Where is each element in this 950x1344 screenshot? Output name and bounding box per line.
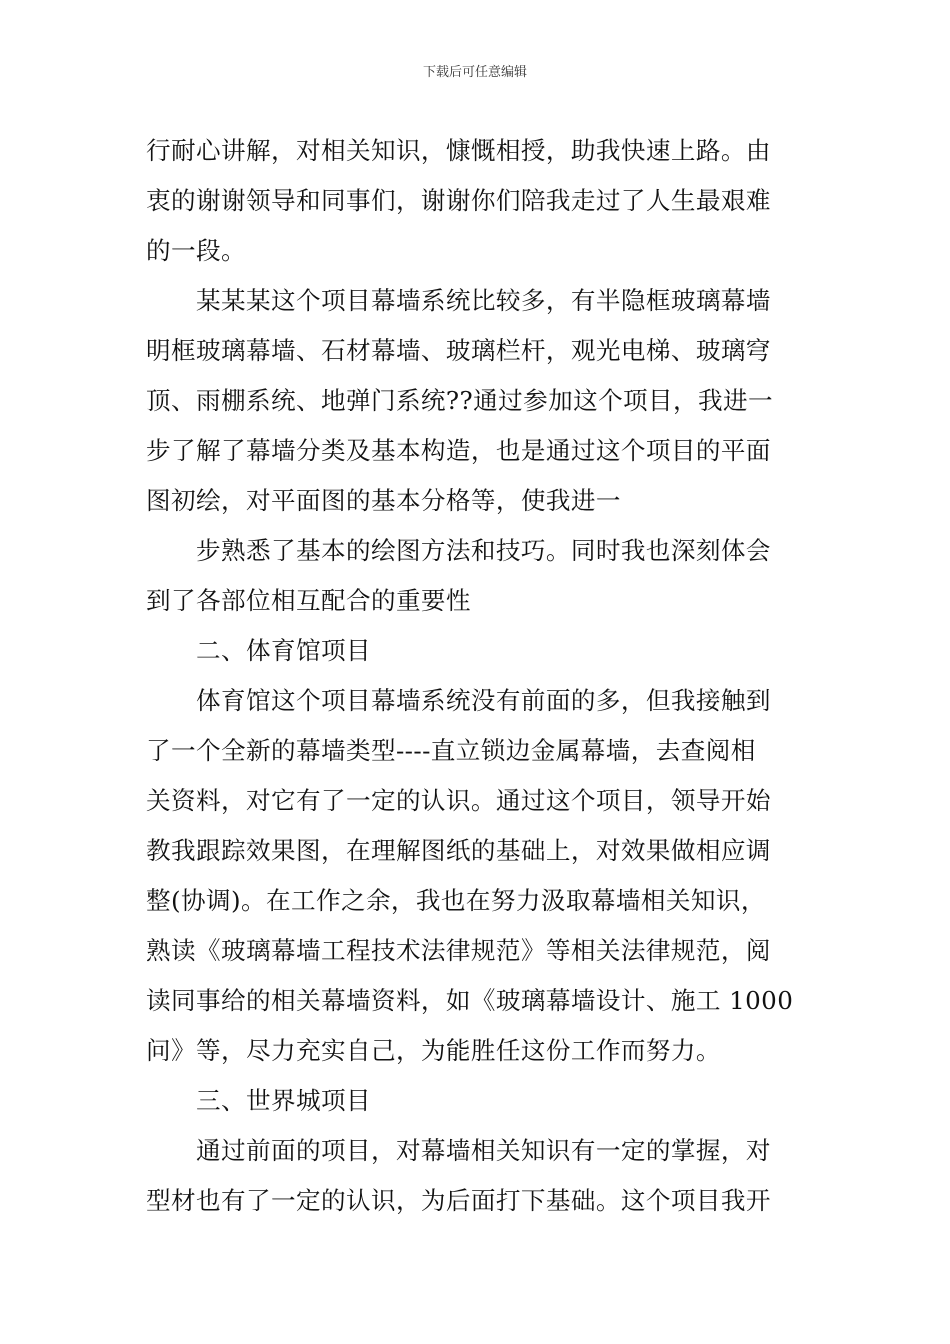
text-line: 读同事给的相关幕墙资料，如《玻璃幕墙设计、施工 1000	[146, 986, 794, 1015]
text-line: 图初绘，对平面图的基本分格等，使我进一	[146, 486, 621, 515]
text-line: 到了各部位相互配合的重要性	[146, 586, 471, 615]
text-line: 问》等，尽力充实自己，为能胜任这份工作而努力。	[146, 1036, 721, 1065]
text-line: 体育馆这个项目幕墙系统没有前面的多，但我接触到	[146, 686, 771, 715]
text-line: 行耐心讲解，对相关知识，慷慨相授，助我快速上路。由	[146, 136, 771, 165]
text-line: 步熟悉了基本的绘图方法和技巧。同时我也深刻体会	[146, 536, 771, 565]
text-line: 教我跟踪效果图，在理解图纸的基础上，对效果做相应调	[146, 836, 771, 865]
text-line: 衷的谢谢领导和同事们，谢谢你们陪我走过了人生最艰难	[146, 186, 771, 215]
text-line: 某某某这个项目幕墙系统比较多，有半隐框玻璃幕墙	[146, 286, 771, 315]
text-line: 关资料，对它有了一定的认识。通过这个项目，领导开始	[146, 786, 771, 815]
section-heading: 二、体育馆项目	[146, 636, 371, 665]
document-body	[146, 126, 806, 1226]
text-line: 型材也有了一定的认识，为后面打下基础。这个项目我开	[146, 1186, 771, 1215]
section-heading: 三、世界城项目	[146, 1086, 371, 1115]
text-line: 了一个全新的幕墙类型----直立锁边金属幕墙，去查阅相	[146, 736, 756, 765]
text-line: 整(协调)。在工作之余，我也在努力汲取幕墙相关知识，	[146, 886, 766, 915]
page-header: 下载后可任意编辑	[422, 65, 527, 80]
text-line: 熟读《玻璃幕墙工程技术法律规范》等相关法律规范，阅	[146, 936, 771, 965]
text-line: 明框玻璃幕墙、石材幕墙、玻璃栏杆，观光电梯、玻璃穹	[146, 336, 771, 365]
text-line: 通过前面的项目，对幕墙相关知识有一定的掌握，对	[146, 1136, 771, 1165]
text-line: 的一段。	[146, 236, 246, 265]
text-line: 顶、雨棚系统、地弹门系统??通过参加这个项目，我进一	[146, 386, 774, 415]
text-line: 步了解了幕墙分类及基本构造，也是通过这个项目的平面	[146, 436, 771, 465]
